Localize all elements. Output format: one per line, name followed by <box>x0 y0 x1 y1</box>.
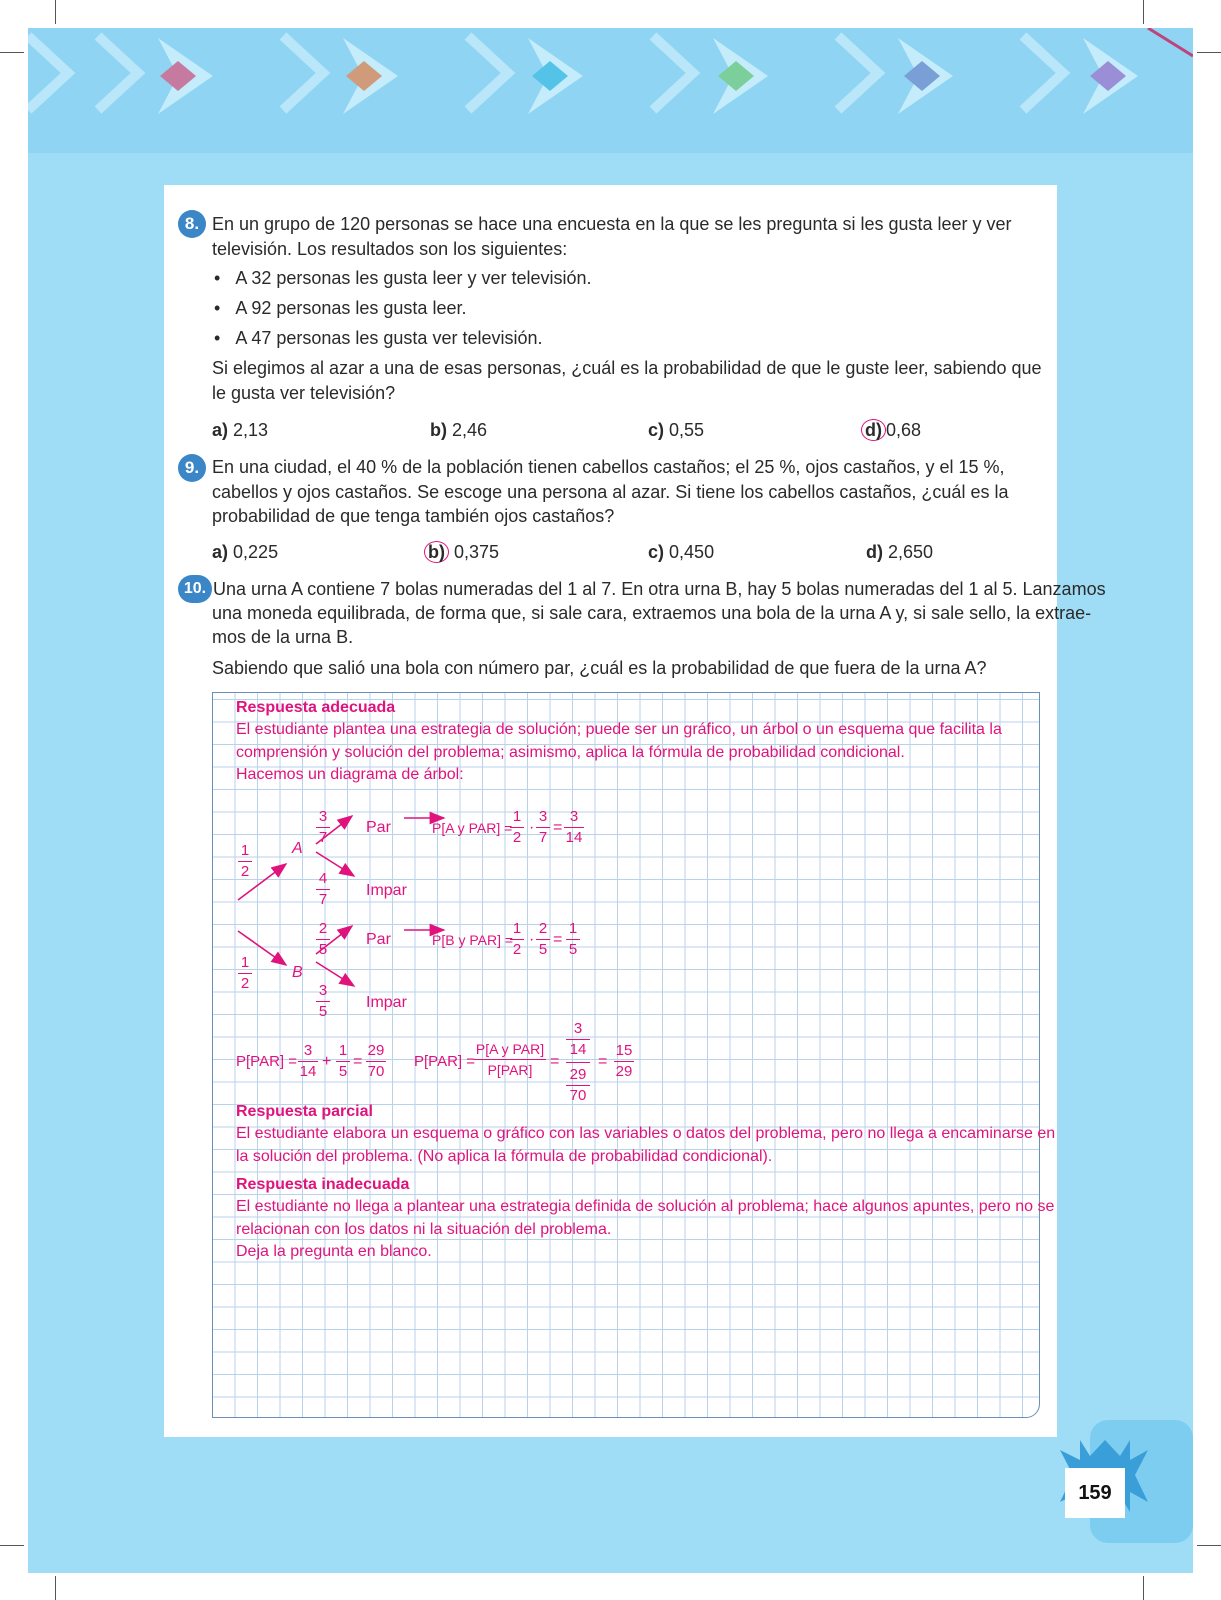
fraction: 2 5 <box>316 920 330 959</box>
fraction-one-half: 1 2 <box>238 954 252 993</box>
adequate-text: comprensión y solución del problema; asimismo, aplica la fórmula de probabilidad condicional. <box>236 744 905 761</box>
math-symbol: = <box>553 931 563 948</box>
outcome-impar: Impar <box>366 882 407 899</box>
math-symbol: = <box>550 1053 560 1070</box>
outcome-impar: Impar <box>366 994 407 1011</box>
option-a: a) 2,13 <box>212 420 269 440</box>
question-10-line: Una urna A contiene 7 bolas numeradas del 1 al 7. En otra urna B, hay 5 bolas numeradas del 1 al 5. Lanzamos <box>213 579 1106 599</box>
adequate-title: Respuesta adecuada <box>236 699 396 716</box>
node-a-label: A <box>292 840 303 857</box>
option-c: c) 0,450 <box>648 542 715 562</box>
outcome-par: Par <box>366 819 391 836</box>
fraction: 1 2 <box>510 808 524 847</box>
option-c: c) 0,55 <box>648 420 705 440</box>
option-b: b) 2,46 <box>430 420 488 440</box>
crop-mark <box>55 1576 56 1600</box>
partial-title: Respuesta parcial <box>236 1103 373 1120</box>
question-10-prompt: Sabiendo que salió una bola con número par, ¿cuál es la probabilidad de que fuera de la urna A? <box>212 658 987 678</box>
fraction: 3 7 <box>536 808 550 847</box>
math-symbol: · <box>529 819 535 836</box>
question-10-line: una moneda equilibrada, de forma que, si sale cara, extraemos una bola de la urna A y, si sale sello, la extrae- <box>212 603 1092 623</box>
option-a: a) 0,225 <box>212 542 279 562</box>
crop-mark <box>1197 52 1221 53</box>
crop-mark <box>55 0 56 24</box>
question-number-badge: 8. <box>178 210 206 238</box>
crop-mark <box>0 52 24 53</box>
fraction: 2 5 <box>536 920 550 959</box>
crop-mark <box>1143 1576 1144 1600</box>
crop-mark <box>1143 0 1144 24</box>
page-number: 159 <box>1065 1468 1125 1518</box>
math-symbol: = <box>353 1053 363 1070</box>
outcome-par: Par <box>366 931 391 948</box>
fraction: 3 5 <box>316 982 330 1021</box>
inadequate-title: Respuesta inadecuada <box>236 1176 410 1193</box>
option-d: d) 2,650 <box>866 542 934 562</box>
list-item: • A 92 personas les gusta leer. <box>214 298 467 318</box>
fraction: 3 7 <box>316 808 330 847</box>
math-symbol: = <box>598 1053 608 1070</box>
fraction-result: 15 29 <box>615 1042 633 1080</box>
fraction: 29 70 <box>367 1042 385 1080</box>
list-item-text: A 92 personas les gusta leer. <box>235 298 467 318</box>
prob-b-and-par-label: P[B y PAR] = <box>432 932 514 948</box>
selected-answer-circle: d) <box>861 419 886 441</box>
list-item-text: A 32 personas les gusta leer y ver televisión. <box>235 268 592 288</box>
list-item: • A 47 personas les gusta ver televisión. <box>214 328 543 348</box>
node-b-label: B <box>292 964 303 981</box>
question-9-text: En una ciudad, el 40 % de la población tienen cabellos castaños; el 25 %, ojos castaños, y el 15 %, cabellos y ojos castaños. Se escoge una persona al azar. Si tiene los cabellos castaños, ¿cuál es la probabilidad de que tenga también ojos castaños? <box>212 457 1009 526</box>
option-b-selected: b) 0,375 <box>424 540 499 564</box>
fraction: 3 14 <box>565 808 583 846</box>
adequate-text: Hacemos un diagrama de árbol: <box>236 766 464 783</box>
question-8-text: En un grupo de 120 personas se hace una encuesta en la que se les pregunta si les gusta leer y ver televisión. Los resultados son los siguientes: <box>212 214 1012 259</box>
selected-answer-circle: b) <box>424 541 449 563</box>
question-10-line: mos de la urna B. <box>212 627 354 647</box>
fraction: 3 14 <box>299 1042 317 1080</box>
list-item-text: A 47 personas les gusta ver televisión. <box>235 328 543 348</box>
list-item: • A 32 personas les gusta leer y ver televisión. <box>214 268 592 288</box>
question-8-prompt: Si elegimos al azar a una de esas personas, ¿cuál es la probabilidad de que le guste leer, sabiendo que le gusta ver televisión? <box>212 358 1042 403</box>
question-number-badge: 10. <box>178 575 212 603</box>
prob-par-label: P[PAR] = <box>236 1053 297 1070</box>
math-symbol: + <box>322 1053 332 1070</box>
math-symbol: = <box>553 819 563 836</box>
option-d-selected: d) 0,68 <box>861 418 921 442</box>
partial-text: la solución del problema. (No aplica la fórmula de probabilidad condicional). <box>236 1148 773 1165</box>
partial-text: El estudiante elabora un esquema o gráfico con las variables o datos del problema, pero no llega a encaminarse en <box>236 1125 1056 1142</box>
fraction: 1 2 <box>510 920 524 959</box>
inadequate-text: Deja la pregunta en blanco. <box>236 1243 432 1260</box>
conditional-fraction: P[A y PAR] P[PAR] <box>475 1041 545 1078</box>
crop-mark <box>1197 1545 1221 1546</box>
question-number-badge: 9. <box>178 454 206 482</box>
decorative-banner <box>28 28 1193 153</box>
fraction: 1 5 <box>566 920 580 959</box>
fraction: 4 7 <box>316 870 330 909</box>
compound-fraction: 3 14 29 70 <box>566 1020 590 1105</box>
prob-a-and-par-label: P[A y PAR] = <box>432 820 513 836</box>
prob-par-label: P[PAR] = <box>414 1053 475 1070</box>
inadequate-text: relacionan con los datos ni la situación del problema. <box>236 1221 612 1238</box>
crop-mark <box>0 1545 24 1546</box>
fraction: 1 5 <box>336 1042 350 1081</box>
fraction-one-half: 1 2 <box>238 842 252 881</box>
inadequate-text: El estudiante no llega a plantear una estrategia definida de solución al problema; hace algunos apuntes, pero no se <box>236 1198 1055 1215</box>
math-symbol: · <box>529 931 535 948</box>
adequate-text: El estudiante plantea una estrategia de solución; puede ser un gráfico, un árbol o un esquema que facilita la <box>236 721 1002 738</box>
